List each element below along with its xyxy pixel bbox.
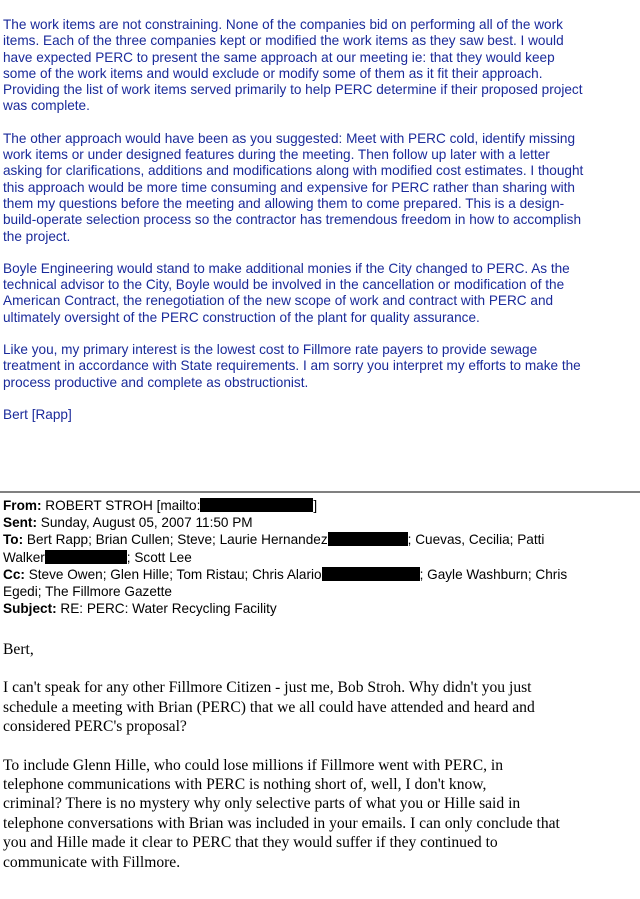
- paragraph-other-approach: [3, 131, 631, 245]
- reply-message-body: [3, 640, 633, 872]
- paragraph-primary-interest: [3, 342, 631, 391]
- cc-line: [3, 566, 633, 600]
- subject-label: Subject:: [3, 601, 57, 617]
- redaction-bar: [328, 532, 408, 546]
- text-line: them my questions before the meeting and allowing them to come prepared. This is a design-: [3, 195, 565, 211]
- paragraph-work-items: [3, 17, 631, 115]
- to-recipients: ; Cuevas, Cecilia; Patti: [407, 532, 545, 548]
- from-label: From:: [3, 498, 42, 513]
- to-recipients: Bert Rapp; Brian Cullen; Steve; Laurie Hernandez: [26, 532, 328, 548]
- paragraph-schedule-meeting: [3, 678, 633, 736]
- subject-value: RE: PERC: Water Recycling Facility: [60, 601, 277, 617]
- to-line: [3, 531, 633, 565]
- text-line: schedule a meeting with Brian (PERC) that we all could have attended and heard and: [3, 698, 535, 716]
- text-line: the project.: [3, 228, 71, 244]
- from-close: ]: [313, 498, 318, 513]
- text-line: The work items are not constraining. None of the companies bid on performing all of the work: [3, 17, 563, 32]
- signature: Bert [Rapp]: [3, 406, 72, 422]
- text-line: American Contract, the renegotiation of the new scope of work and contract with PERC and: [3, 293, 554, 309]
- paragraph-boyle-engineering: [3, 261, 631, 326]
- redaction-bar: [45, 550, 127, 564]
- text-line: some of the work items and would exclude or modify some of them as it fit their approach.: [3, 65, 543, 81]
- email-header: [3, 497, 633, 617]
- sent-label: Sent:: [3, 515, 37, 531]
- text-line: telephone communications with PERC is nothing short of, well, I don't know,: [3, 776, 487, 794]
- text-line: ultimately oversight of the PERC construction of the plant for quality assurance.: [3, 309, 480, 325]
- text-line: Boyle Engineering would stand to make additional monies if the City changed to PERC. As the: [3, 260, 570, 276]
- text-line: process productive and complete as obstructionist.: [3, 374, 309, 390]
- forwarded-message-body: [3, 17, 631, 423]
- text-line: To include Glenn Hille, who could lose millions if Fillmore went with PERC, in: [3, 756, 504, 774]
- cc-recipients: Egedi; The Fillmore Gazette: [3, 584, 172, 600]
- from-value: ROBERT STROH [mailto:: [45, 498, 201, 513]
- text-line: Like you, my primary interest is the lowest cost to Fillmore rate payers to provide sewage: [3, 342, 538, 358]
- redaction-bar: [200, 498, 313, 512]
- text-line: items. Each of the three companies kept or modified the work items as they saw best. I would: [3, 33, 564, 49]
- header-divider: [0, 491, 640, 493]
- to-label: To:: [3, 532, 24, 548]
- text-line: work items or under designed features during the meeting. Then follow up later with a letter: [3, 147, 550, 163]
- subject-line: [3, 600, 633, 617]
- sent-line: [3, 514, 633, 531]
- text-line: I can't speak for any other Fillmore Citizen - just me, Bob Stroh. Why didn't you just: [3, 679, 532, 697]
- redaction-bar: [322, 567, 420, 581]
- text-line: Providing the list of work items served primarily to help PERC determine if their proposed project: [3, 82, 583, 98]
- to-recipients: Walker: [3, 549, 45, 565]
- text-line: this approach would be more time consuming and expensive for PERC rather than sharing with: [3, 179, 575, 195]
- text-line: criminal? There is no mystery why only selective parts of what you or Hille said in: [3, 795, 521, 813]
- to-recipients: ; Scott Lee: [126, 549, 192, 565]
- greeting: Bert,: [3, 641, 34, 658]
- text-line: you and Hille made it clear to PERC that they would suffer if they continued to: [3, 834, 498, 852]
- text-line: technical advisor to the City, Boyle would be involved in the cancellation or modification of the: [3, 277, 565, 293]
- text-line: asking for clarifications, additions and modifications along with modified cost estimates. I thought: [3, 163, 584, 179]
- text-line: have expected PERC to present the same approach at our meeting ie: that they would keep: [3, 49, 555, 65]
- cc-label: Cc:: [3, 566, 25, 582]
- text-line: treatment in accordance with State requirements. I am sorry you interpret my efforts to make the: [3, 358, 581, 374]
- cc-recipients: ; Gayle Washburn; Chris: [419, 566, 568, 582]
- text-line: considered PERC's proposal?: [3, 718, 187, 736]
- text-line: telephone conversations with Brian was included in your emails. I can only conclude that: [3, 814, 560, 832]
- sent-value: Sunday, August 05, 2007 11:50 PM: [40, 515, 253, 531]
- paragraph-telephone-communications: [3, 756, 633, 872]
- text-line: was complete.: [3, 98, 90, 114]
- text-line: build-operate selection process so the contractor has tremendous freedom in how to accomplish: [3, 212, 582, 228]
- from-line: [3, 497, 633, 514]
- text-line: The other approach would have been as you suggested: Meet with PERC cold, identify missing: [3, 130, 576, 146]
- cc-recipients: Steve Owen; Glen Hille; Tom Ristau; Chris Alario: [28, 566, 322, 582]
- text-line: communicate with Fillmore.: [3, 853, 181, 871]
